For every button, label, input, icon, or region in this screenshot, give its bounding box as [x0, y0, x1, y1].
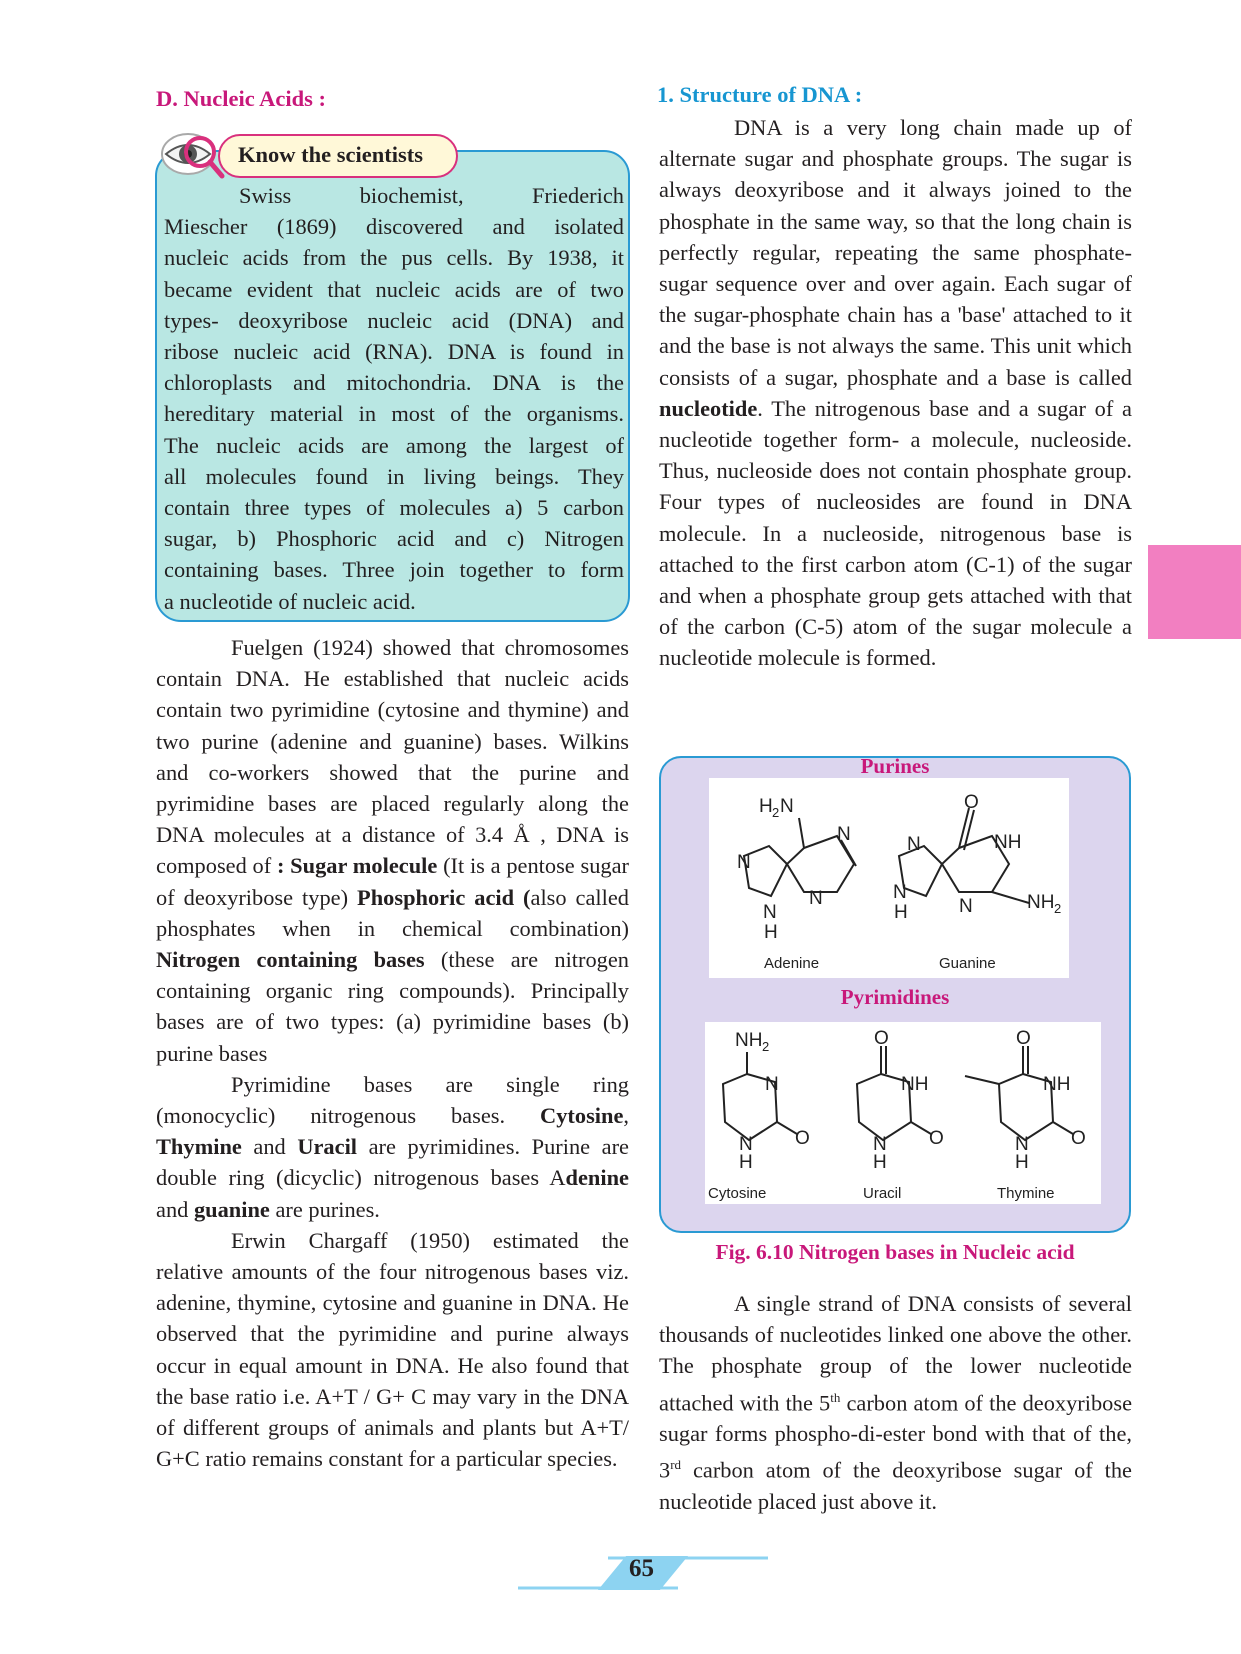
text-span: carbon atom of the deoxyribose sugar forms phospho-di-ester bond with that of the, 3: [659, 1390, 1133, 1483]
svg-text:N: N: [1015, 1134, 1029, 1155]
uracil-label: Uracil: [863, 1185, 902, 1202]
pyrimidines-structures: [705, 1022, 1101, 1204]
text-span: . The nitrogenous base and a sugar of a nucleotide together form- a molecule, nucleoside. Thus, nucleoside does not contain phosphate group. Four types of nucleosides are found in DNA molecule. In a nucleoside, nitrogenous base is attached to the first carbon atom (C-1) of the sugar and when a phosphate group gets attached with that of the carbon (C-5) atom of the sugar molecule a nucleotide molecule is formed.: [659, 395, 1132, 671]
text-span: and: [156, 1196, 194, 1222]
svg-text:NH: NH: [735, 1030, 763, 1051]
bold-term: Phosphoric acid (: [357, 884, 531, 910]
chapter-tab: [1148, 545, 1241, 639]
scientists-line: became evident that nucleic acids are of two: [164, 276, 624, 302]
figure-caption: Fig. 6.10 Nitrogen bases in Nucleic acid: [715, 1240, 1075, 1264]
text-span: are pyrimidines. Purine are double ring (dicyclic) nitrogenous bases A: [156, 1134, 629, 1191]
paragraph-fuelgen: [156, 632, 629, 1069]
text-span: A single strand of DNA consists of several thousands of nucleotides linked one above the other. The phosphate group of the lower nucleotide attached with the 5: [659, 1291, 1132, 1416]
svg-text:O: O: [874, 1028, 889, 1049]
paragraph-pyrimidine: [156, 1069, 629, 1225]
svg-text:2: 2: [1054, 901, 1062, 916]
bold-term: denine: [565, 1165, 629, 1191]
superscript: rd: [670, 1457, 682, 1473]
pyrimidines-label: Pyrimidines: [840, 985, 950, 1009]
bold-term: : Sugar molecule: [276, 853, 438, 879]
superscript: th: [830, 1389, 841, 1405]
paragraph-single-strand: [659, 1288, 1132, 1517]
left-column-body: [156, 632, 629, 1474]
scientists-line: ribose nucleic acid (RNA). DNA is found in: [164, 339, 624, 365]
adenine-label: Adenine: [764, 955, 820, 972]
scientists-line: all molecules found in living beings. They: [164, 463, 624, 489]
scientists-line: types- deoxyribose nucleic acid (DNA) and: [164, 307, 624, 333]
scientists-line: sugar, b) Phosphoric acid and c) Nitrogen: [164, 526, 624, 552]
page-number: 65: [629, 1555, 654, 1582]
svg-text:N: N: [959, 896, 973, 917]
svg-text:H: H: [873, 1152, 887, 1173]
svg-text:NH: NH: [1027, 892, 1055, 913]
bold-term: Nitrogen containing bases: [156, 947, 425, 973]
svg-text:N: N: [765, 1074, 779, 1095]
right-column-bottom: [659, 1288, 1132, 1517]
svg-text:NH: NH: [994, 832, 1022, 853]
svg-text:O: O: [929, 1128, 944, 1149]
purines-diagram: [709, 778, 1069, 978]
svg-text:2: 2: [762, 1039, 770, 1054]
bold-term: guanine: [193, 1196, 270, 1222]
purines-label: Purines: [860, 754, 930, 778]
svg-text:H: H: [764, 922, 778, 943]
svg-text:N: N: [737, 852, 751, 873]
text-span: Pyrimidine bases are single ring (monocyclic) nitrogenous bases.: [156, 1071, 629, 1129]
scientists-line: nucleic acids from the pus cells. By 1938, it: [164, 245, 624, 271]
paragraph-dna-structure: [659, 112, 1132, 674]
section-heading-structure-dna: 1. Structure of DNA :: [657, 82, 863, 107]
text-span: are purines.: [269, 1196, 380, 1222]
paragraph-chargaff: Erwin Chargaff (1950) estimated the relative amounts of the four nitrogenous bases viz. adenine, thymine, cytosine and guanine in DNA. He observed that the pyrimidine and purine always occur in equal amount in DNA. He also found that the base ratio i.e. A+T / G+ C may vary in the DNA of different groups of animals and plants but A+T/ G+C ratio remains constant for a particular species.: [156, 1227, 629, 1472]
svg-text:N: N: [739, 1134, 753, 1155]
scientists-line: contain three types of molecules a) 5 carbon: [164, 495, 624, 521]
scientists-line: hereditary material in most of the organisms.: [164, 401, 624, 427]
bold-term: Uracil: [297, 1134, 358, 1160]
svg-text:H: H: [1015, 1152, 1029, 1173]
svg-text:H: H: [759, 796, 773, 817]
text-span: and: [241, 1134, 298, 1160]
text-span: DNA is a very long chain made up of alternate sugar and phosphate groups. The sugar is always deoxyribose and it always joined to the phosphate in the same way, so that the long chain is perfectly regular, repeating the same phosphate-sugar sequence over and over again. Each sugar of the sugar-phosphate chain has a 'base' attached to it and the base is not always the same. This unit which consists of a sugar, phosphate and a base is called: [659, 115, 1132, 390]
pyrimidines-diagram: [705, 1022, 1101, 1204]
svg-text:NH: NH: [1043, 1074, 1071, 1095]
section-heading-nucleic-acids: D. Nucleic Acids :: [156, 86, 326, 111]
svg-text:NH: NH: [901, 1074, 929, 1095]
svg-text:N: N: [809, 888, 823, 909]
text-span: carbon atom of the deoxyribose sugar of the nucleotide placed just above it.: [659, 1457, 1132, 1515]
scientists-line: chloroplasts and mitochondria. DNA is the: [164, 370, 624, 396]
svg-text:N: N: [780, 796, 794, 817]
svg-text:H: H: [894, 902, 908, 923]
scientists-text: [164, 180, 624, 617]
know-scientists-label: Know the scientists: [238, 142, 423, 167]
cytosine-label: Cytosine: [708, 1185, 767, 1202]
text-span: ,: [623, 1103, 629, 1129]
thymine-label: Thymine: [997, 1185, 1055, 1202]
scientists-line: containing bases. Three join together to form: [164, 557, 624, 583]
svg-text:N: N: [873, 1134, 887, 1155]
purines-structures: [709, 778, 1069, 978]
scientists-line: The nucleic acids are among the largest of: [164, 432, 624, 458]
svg-text:H: H: [739, 1152, 753, 1173]
scientists-line: Miescher (1869) discovered and isolated: [164, 214, 624, 240]
svg-text:O: O: [1071, 1128, 1086, 1149]
text-span: also called phosphates when in chemical combination): [156, 884, 629, 941]
text-span: (It is a pentose sugar of deoxyribose type): [156, 853, 629, 910]
magnifier-eye-icon: [160, 130, 234, 184]
svg-text:O: O: [795, 1128, 810, 1149]
know-scientists-tag: [218, 134, 458, 178]
svg-text:O: O: [964, 792, 979, 813]
scientists-line: Swiss biochemist, Friederich: [239, 183, 624, 208]
svg-text:2: 2: [772, 805, 780, 820]
text-span: Fuelgen (1924) showed that chromosomes contain DNA. He established that nucleic acids contain two pyrimidine (cytosine and thymine) and two purine (adenine and guanine) bases. Wilkins and co-workers showed that the purine and pyrimidine bases are placed regularly along the DNA molecules at a distance of 3.4 Å , DNA is composed of: [156, 635, 629, 879]
bold-term: Cytosine: [540, 1103, 624, 1129]
text-span: (these are nitrogen containing organic ring compounds). Principally bases are of two types: (a) pyrimidine bases (b) purine bases: [156, 947, 629, 1066]
right-column-top: [659, 112, 1132, 674]
guanine-label: Guanine: [939, 955, 996, 972]
svg-text:N: N: [907, 834, 921, 855]
bold-term: nucleotide: [659, 395, 758, 421]
svg-text:N: N: [763, 902, 777, 923]
svg-text:O: O: [1016, 1028, 1031, 1049]
scientists-line: a nucleotide of nucleic acid.: [164, 588, 416, 614]
bold-term: Thymine: [156, 1134, 242, 1160]
svg-text:N: N: [837, 824, 851, 845]
svg-text:N: N: [893, 882, 907, 903]
